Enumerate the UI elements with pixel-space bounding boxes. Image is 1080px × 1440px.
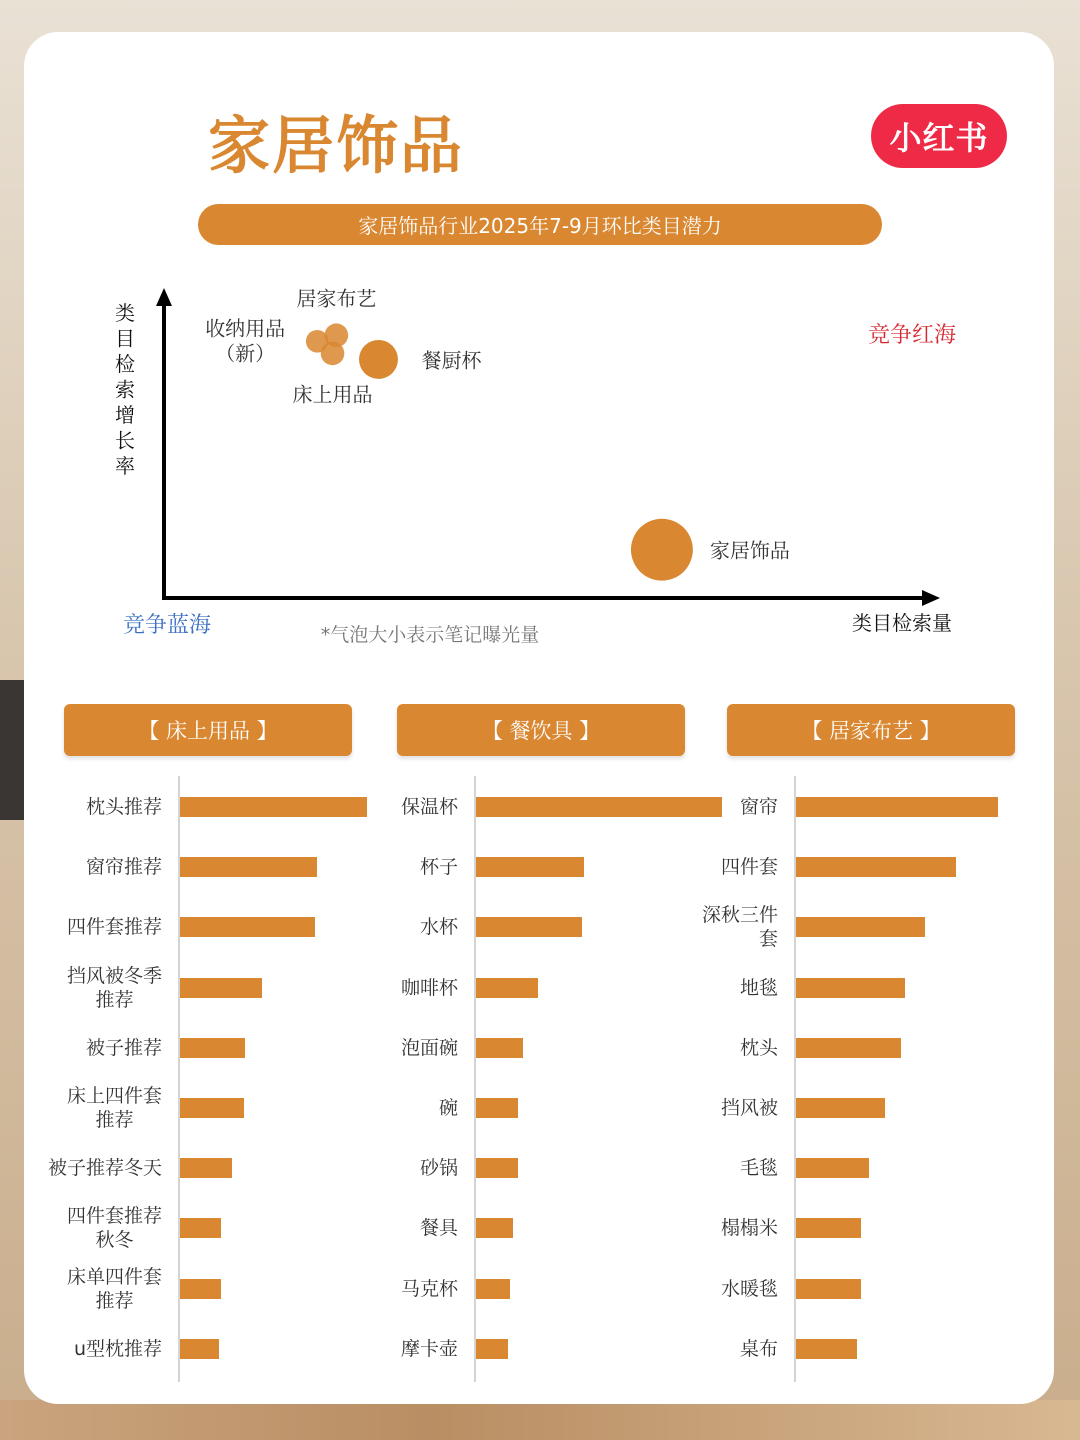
bar-row — [380, 1022, 725, 1074]
bar-category-label: 水暖毯 — [720, 1277, 778, 1300]
bar-category-label: 餐具 — [419, 1217, 458, 1240]
bar-mark — [476, 1038, 523, 1058]
bar-mark — [476, 1098, 518, 1118]
bar-category-label: 窗帘推荐 — [85, 856, 162, 879]
page-title: 家居饰品 — [208, 109, 465, 182]
bar-category-label: 挡风被冬季 推荐 — [66, 964, 162, 1011]
bar-category-label: 四件套推荐 — [66, 916, 162, 939]
bar-mark — [796, 917, 925, 937]
bar-category-label: 窗帘 — [739, 796, 778, 818]
bar-row — [40, 1323, 370, 1375]
bar-category-label: 枕头 — [739, 1036, 778, 1059]
bar-mark — [476, 978, 538, 998]
bar-row — [690, 1142, 1010, 1194]
bar-category-label: 马克杯 — [400, 1277, 458, 1300]
bubble-point — [631, 519, 693, 581]
bar-chart-bedding — [40, 776, 370, 1382]
bar-mark — [180, 1038, 245, 1058]
bar-row — [380, 1263, 725, 1315]
bar-row — [40, 841, 370, 893]
bar-mark — [796, 857, 956, 877]
bar-category-label: 杯子 — [419, 856, 458, 879]
bar-category-label: 毛毯 — [739, 1157, 778, 1180]
bar-mark — [476, 1279, 510, 1299]
red-sea-label: 竞争红海 — [867, 323, 957, 348]
blue-sea-label: 竞争蓝海 — [122, 613, 212, 638]
bar-mark — [796, 1279, 861, 1299]
bubble-label: 收纳用品（新） — [205, 316, 286, 366]
bar-chart-tableware — [380, 776, 725, 1382]
bar-row — [380, 781, 725, 833]
bar-mark — [180, 797, 367, 817]
bar-row — [380, 1142, 725, 1194]
bar-row — [40, 1022, 370, 1074]
bar-mark — [796, 1038, 901, 1058]
bar-mark — [476, 1218, 513, 1238]
bar-category-label: 四件套推荐 秋冬 — [66, 1205, 162, 1252]
bar-category-label: 被子推荐冬天 — [47, 1157, 162, 1180]
bar-mark — [180, 978, 262, 998]
bar-category-label: 泡面碗 — [400, 1036, 458, 1059]
x-axis-arrow — [922, 590, 940, 606]
bar-mark — [796, 797, 998, 817]
bubble-size-note: *气泡大小表示笔记曝光量 — [320, 624, 540, 646]
bar-row — [40, 1142, 370, 1194]
bar-mark — [796, 1098, 885, 1118]
bubble-point — [321, 342, 345, 366]
bar-row — [380, 1082, 725, 1134]
bar-row — [690, 781, 1010, 833]
bar-chart-header-bedding: 【 床上用品 】 — [64, 704, 352, 756]
bar-category-label: 四件套 — [720, 856, 778, 879]
bar-category-label: u型枕推荐 — [73, 1337, 162, 1360]
bubble-label: 餐厨杯 — [421, 348, 482, 373]
bar-row — [380, 841, 725, 893]
bar-row — [380, 962, 725, 1014]
bar-category-label: 地毯 — [739, 976, 778, 999]
bar-chart-header-tableware: 【 餐饮具 】 — [397, 704, 685, 756]
x-axis-label: 类目检索量 — [852, 611, 952, 635]
bubble-label: 居家布艺 — [296, 286, 377, 311]
bar-mark — [180, 1279, 221, 1299]
bar-row — [380, 1323, 725, 1375]
bar-mark — [180, 857, 317, 877]
bar-category-label: 挡风被 — [720, 1097, 778, 1119]
bar-category-label: 水杯 — [419, 916, 458, 939]
bar-category-label: 被子推荐 — [85, 1036, 162, 1059]
bar-row — [690, 841, 1010, 893]
bar-row — [380, 1202, 725, 1254]
bar-category-label: 保温杯 — [400, 796, 458, 818]
bar-mark — [476, 917, 582, 937]
bar-row — [690, 1202, 1010, 1254]
bubble-label: 家居饰品 — [709, 538, 790, 563]
bar-mark — [476, 1158, 518, 1178]
bar-mark — [796, 1158, 869, 1178]
bar-mark — [180, 917, 315, 937]
bar-row — [40, 1082, 370, 1134]
bar-category-label: 砂锅 — [419, 1157, 458, 1180]
bar-row — [690, 901, 1010, 953]
bar-row — [690, 1263, 1010, 1315]
bar-mark — [476, 1339, 508, 1359]
background-floor — [0, 1400, 1080, 1440]
bar-mark — [180, 1218, 221, 1238]
bar-row — [380, 901, 725, 953]
bar-mark — [180, 1339, 219, 1359]
bar-row — [690, 1082, 1010, 1134]
bar-row — [40, 1202, 370, 1254]
bar-row — [40, 901, 370, 953]
y-axis-arrow — [156, 288, 172, 306]
bar-category-label: 桌布 — [739, 1337, 778, 1360]
bubble-label: 床上用品 — [292, 382, 373, 407]
bar-category-label: 摩卡壶 — [400, 1337, 458, 1360]
bar-mark — [796, 978, 905, 998]
bubble-chart — [0, 0, 1080, 700]
bar-row — [690, 962, 1010, 1014]
bar-row — [690, 1022, 1010, 1074]
bar-row — [40, 1263, 370, 1315]
bar-mark — [180, 1098, 244, 1118]
background-decor — [0, 680, 24, 820]
bar-mark — [796, 1218, 861, 1238]
bubble-point — [359, 340, 398, 379]
bar-mark — [476, 857, 584, 877]
bar-category-label: 枕头推荐 — [85, 796, 162, 818]
bar-category-label: 榻榻米 — [720, 1217, 778, 1240]
bar-row — [40, 962, 370, 1014]
y-axis-label: 类目检索增长率 — [115, 301, 135, 478]
bar-mark — [180, 1158, 232, 1178]
bar-mark — [796, 1339, 857, 1359]
chart-subtitle: 家居饰品行业2025年7-9月环比类目潜力 — [198, 204, 882, 245]
bar-row — [40, 781, 370, 833]
bar-chart-textiles — [690, 776, 1010, 1382]
bar-category-label: 碗 — [438, 1097, 458, 1119]
bar-category-label: 深秋三件套 — [701, 904, 778, 951]
bar-row — [690, 1323, 1010, 1375]
logo-text: 小红书 — [889, 119, 989, 157]
bar-chart-header-textiles: 【 居家布艺 】 — [727, 704, 1015, 756]
bar-category-label: 床上四件套 推荐 — [66, 1085, 162, 1131]
bar-category-label: 床单四件套 推荐 — [66, 1265, 162, 1312]
bar-category-label: 咖啡杯 — [400, 976, 458, 999]
